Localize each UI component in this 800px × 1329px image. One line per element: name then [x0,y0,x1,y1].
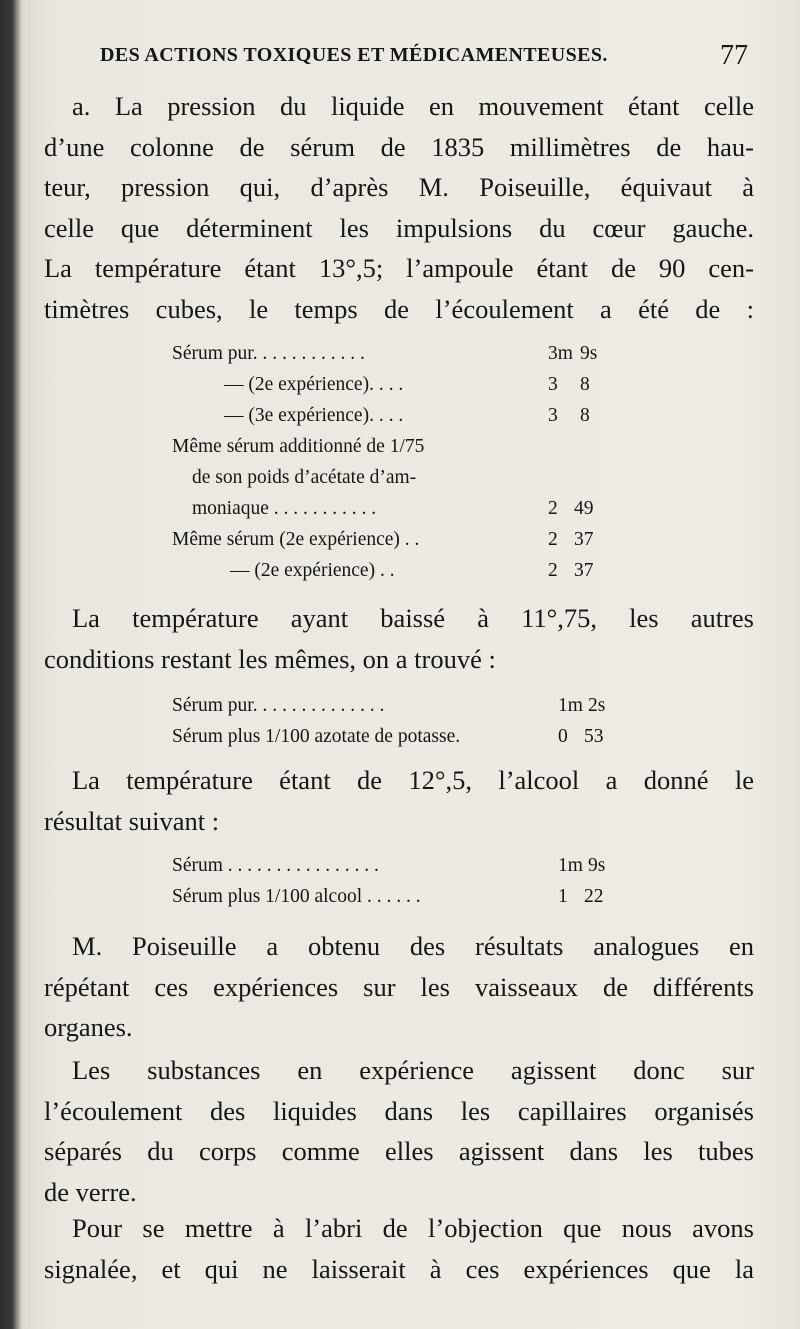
row-label: Sérum pur. . . . . . . . . . . . . . [172,695,385,716]
row-seconds: 9s [580,343,598,364]
row-seconds: 49 [574,498,594,519]
row-seconds: 37 [574,529,594,550]
row-seconds: 53 [584,726,604,747]
row-label: Sérum pur. . . . . . . . . . . . [172,343,365,364]
running-head: DES ACTIONS TOXIQUES ET MÉDICAMENTEUSES. [100,44,608,66]
row-minutes: 3m [548,343,573,364]
row-label: moniaque . . . . . . . . . . . [192,498,377,519]
row-label: de son poids d’acétate d’am- [192,467,417,488]
results-table-3 [172,850,622,912]
table-row [172,431,612,462]
text-line: résultat suivant : [44,805,220,836]
paragraph-f [44,1208,754,1289]
table-row [172,462,612,493]
row-seconds: 9s [588,855,606,876]
text-line: répétant ces expériences sur les vaisseaux de différents [44,971,754,1002]
table-row [172,493,612,524]
text-line: d’une colonne de sérum de 1835 millimètres de hau- [44,131,754,162]
text-line: Pour se mettre à l’abri de l’objection que nous avons [72,1213,754,1243]
row-minutes: 3 [548,405,558,426]
row-minutes: 0 [558,726,568,747]
text-line: conditions restant les mêmes, on a trouvé : [44,643,496,674]
text-line: teur, pression qui, d’après M. Poiseuille, équivaut à [44,172,754,202]
text-line: signalée, et qui ne laisserait à ces expériences que la [44,1253,754,1284]
table-row [172,400,612,431]
row-label: Sérum plus 1/100 azotate de potasse. [172,726,461,747]
paragraph-a [44,86,754,329]
table-row [172,850,622,881]
text-line: organes. [44,1012,133,1042]
row-minutes: 1 [558,886,568,907]
table-row [172,555,612,586]
paragraph-d [44,926,754,1048]
row-label: Même sérum additionné de 1/75 [172,436,425,457]
table-row [172,881,622,912]
row-label: Même sérum (2e expérience) . . [172,529,420,550]
text-line: La température étant de 12°,5, l’alcool a donné le [72,765,754,795]
text-line: séparés du corps comme elles agissent dans les tubes [44,1136,754,1166]
table-row [172,721,622,752]
row-minutes: 3 [548,374,558,395]
row-seconds: 37 [574,560,594,581]
row-label: — (2e expérience) . . [230,560,395,581]
table-row [172,524,612,555]
page-header [100,40,748,78]
table-row [172,369,612,400]
results-table-1 [172,338,612,586]
row-seconds: 22 [584,886,604,907]
page-number: 77 [720,40,748,71]
table-row [172,690,622,721]
text-line: a. La pression du liquide en mouvement étant celle [72,91,754,121]
text-line: l’écoulement des liquides dans les capillaires organisés [44,1095,754,1126]
row-minutes: 2 [548,529,558,550]
row-label: Sérum plus 1/100 alcool . . . . . . [172,886,421,907]
row-minutes: 2 [548,498,558,519]
row-label: — (2e expérience). . . . [224,374,404,395]
row-label: Sérum . . . . . . . . . . . . . . . . [172,855,379,876]
text-line: de verre. [44,1176,137,1207]
text-line: timètres cubes, le temps de l’écoulement a été de : [44,293,754,324]
row-seconds: 8 [580,374,590,395]
row-minutes: 1m [558,695,583,716]
text-line: La température ayant baissé à 11°,75, les autres [72,603,754,633]
table-row [172,338,612,369]
paragraph-c [44,760,754,841]
text-line: M. Poiseuille a obtenu des résultats analogues en [72,931,754,961]
results-table-2 [172,690,622,752]
text-line: La température étant 13°,5; l’ampoule étant de 90 cen- [44,253,754,283]
text-line: celle que déterminent les impulsions du cœur gauche. [44,212,754,243]
row-seconds: 2s [588,695,606,716]
paragraph-e [44,1050,754,1212]
row-label: — (3e expérience). . . . [224,405,404,426]
text-line: Les substances en expérience agissent donc sur [72,1055,754,1085]
row-minutes: 1m [558,855,583,876]
paragraph-b [44,598,754,679]
row-seconds: 8 [580,405,590,426]
row-minutes: 2 [548,560,558,581]
